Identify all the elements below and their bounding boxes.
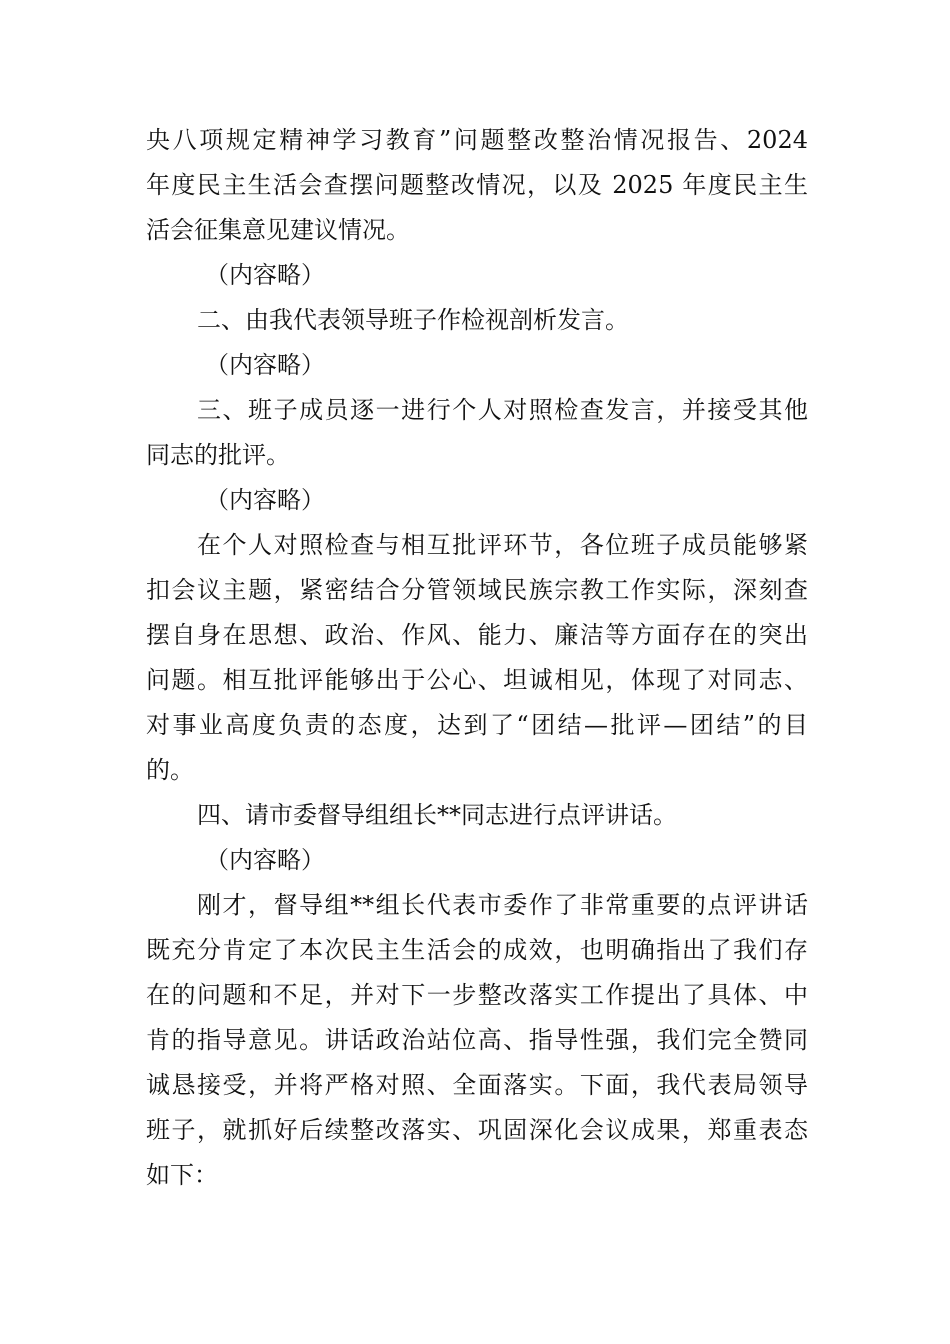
paragraph-item-four xyxy=(146,793,808,838)
text-line: 刚才，督导组**组长代表市委作了非常重要的点评讲话 xyxy=(197,891,808,919)
text-line: 如下： xyxy=(146,1161,218,1189)
text-line: 三、班子成员逐一进行个人对照检查发言，并接受其他 xyxy=(197,396,808,424)
text-line: 四、请市委督导组组长**同志进行点评讲话。 xyxy=(197,801,677,829)
paragraph-content-omitted xyxy=(146,478,808,523)
text-line: （内容略） xyxy=(205,351,325,379)
paragraph-item-three xyxy=(146,388,808,478)
text-line: 在的问题和不足，并对下一步整改落实工作提出了具体、中 xyxy=(146,981,808,1009)
text-line: 年度民主生活会查摆问题整改情况，以及 2025 年度民主生 xyxy=(146,171,808,199)
text-line: 活会征集意见建议情况。 xyxy=(146,216,410,244)
paragraph-content-omitted xyxy=(146,343,808,388)
paragraph-content-omitted xyxy=(146,253,808,298)
paragraph-item-two xyxy=(146,298,808,343)
text-line: 既充分肯定了本次民主生活会的成效，也明确指出了我们存 xyxy=(146,936,808,964)
text-line: 的。 xyxy=(146,756,194,784)
paragraph-content-omitted xyxy=(146,838,808,883)
text-line: （内容略） xyxy=(205,486,325,514)
text-line: 诚恳接受，并将严格对照、全面落实。下面，我代表局领导 xyxy=(146,1071,808,1099)
text-line: 二、由我代表领导班子作检视剖析发言。 xyxy=(197,306,629,334)
text-line: （内容略） xyxy=(205,846,325,874)
text-line: 在个人对照检查与相互批评环节，各位班子成员能够紧 xyxy=(197,531,808,559)
text-line: 摆自身在思想、政治、作风、能力、廉洁等方面存在的突出 xyxy=(146,621,808,649)
text-line: （内容略） xyxy=(205,261,325,289)
text-line: 问题。相互批评能够出于公心、坦诚相见，体现了对同志、 xyxy=(146,666,808,694)
text-line: 班子，就抓好后续整改落实、巩固深化会议成果，郑重表态 xyxy=(146,1116,808,1144)
text-line: 对事业高度负责的态度，达到了“团结—批评—团结”的目 xyxy=(146,711,808,739)
text-line: 肯的指导意见。讲话政治站位高、指导性强，我们完全赞同 xyxy=(146,1026,808,1054)
paragraph-summary xyxy=(146,523,808,793)
text-line: 扣会议主题，紧密结合分管领域民族宗教工作实际，深刻查 xyxy=(146,576,808,604)
text-line: 央八项规定精神学习教育”问题整改整治情况报告、2024 xyxy=(146,126,808,154)
paragraph-response xyxy=(146,883,808,1198)
paragraph-intro-continued xyxy=(146,118,808,253)
document-body xyxy=(146,118,808,1198)
text-line: 同志的批评。 xyxy=(146,441,290,469)
